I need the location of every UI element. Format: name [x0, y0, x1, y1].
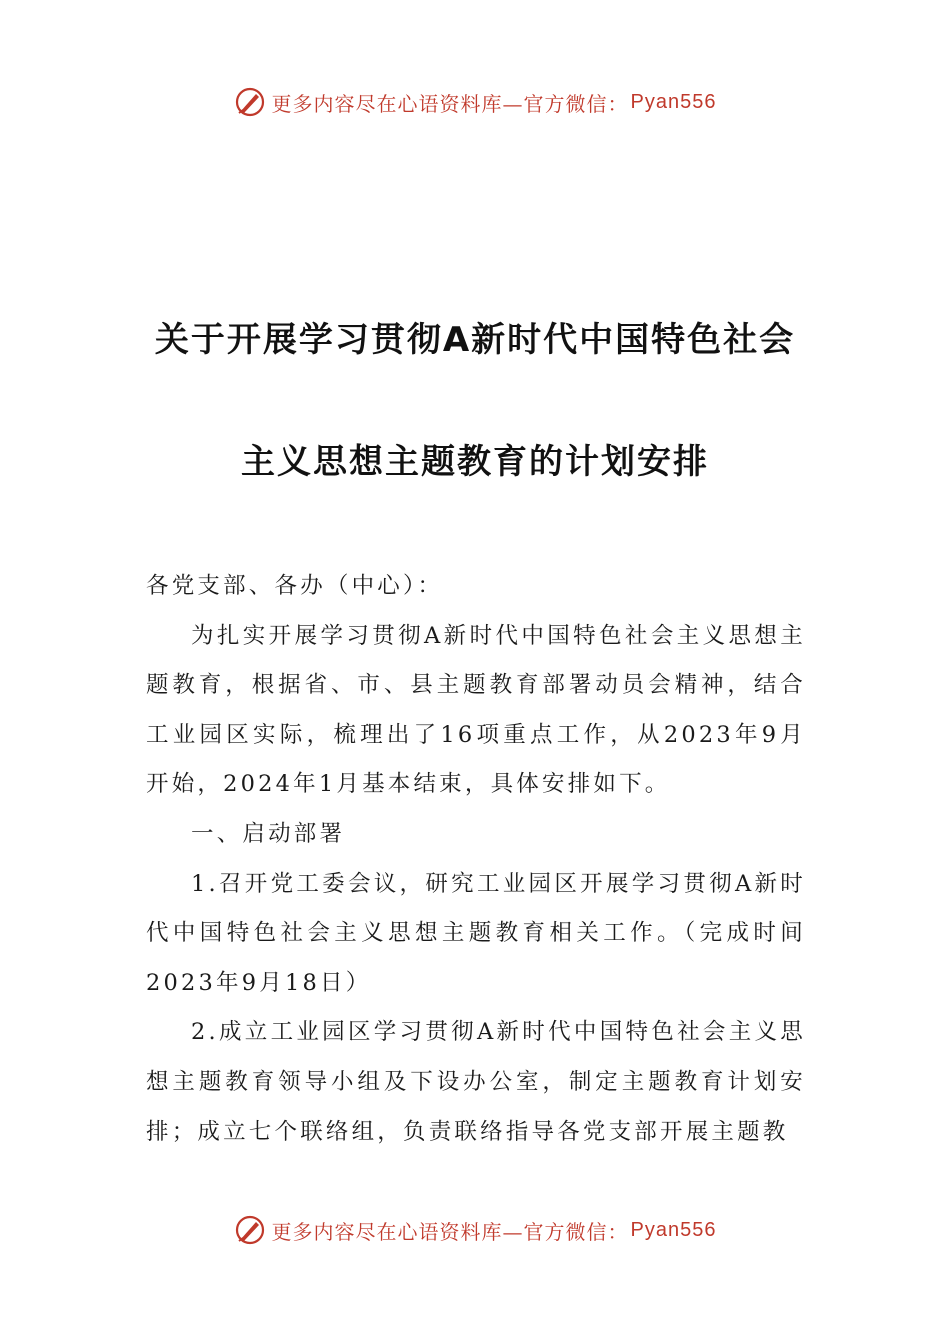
quill-logo-icon [234, 86, 266, 118]
watermark-wechat-id: Pyan556 [630, 1218, 717, 1241]
quill-logo-icon [234, 1214, 266, 1246]
header-watermark [0, 82, 950, 122]
watermark-wechat-id: Pyan556 [630, 90, 717, 113]
watermark-text: 更多内容尽在心语资料库—官方微信： [271, 1219, 629, 1244]
document-body [146, 562, 806, 1157]
salutation: 各党支部、各办（中心）： [146, 573, 444, 599]
list-item-2: 2.成立工业园区学习贯彻A新时代中国特色社会主义思想主题教育领导小组及下设办公室，制定主题教育计划安排；成立七个联络组，负责联络指导各党支部开展主题教 [146, 1019, 806, 1145]
section-heading-1: 一、启动部署 [191, 820, 346, 847]
list-item-1: 1.召开党工委会议，研究工业园区开展学习贯彻A新时代中国特色社会主义思想主题教育相关工作。（完成时间2023年9月18日） [146, 870, 806, 996]
document-title-line-1: 关于开展学习贯彻A新时代中国特色社会 [154, 320, 796, 360]
watermark-text: 更多内容尽在心语资料库—官方微信： [271, 91, 629, 116]
document-title-line-2: 主义思想主题教育的计划安排 [241, 442, 709, 482]
intro-paragraph: 为扎实开展学习贯彻A新时代中国特色社会主义思想主题教育，根据省、市、县主题教育部署动员会精神，结合工业园区实际，梳理出了16项重点工作，从2023年9月开始，2024年1月基本结束，具体安排如下。 [146, 622, 806, 798]
footer-watermark [0, 1210, 950, 1250]
